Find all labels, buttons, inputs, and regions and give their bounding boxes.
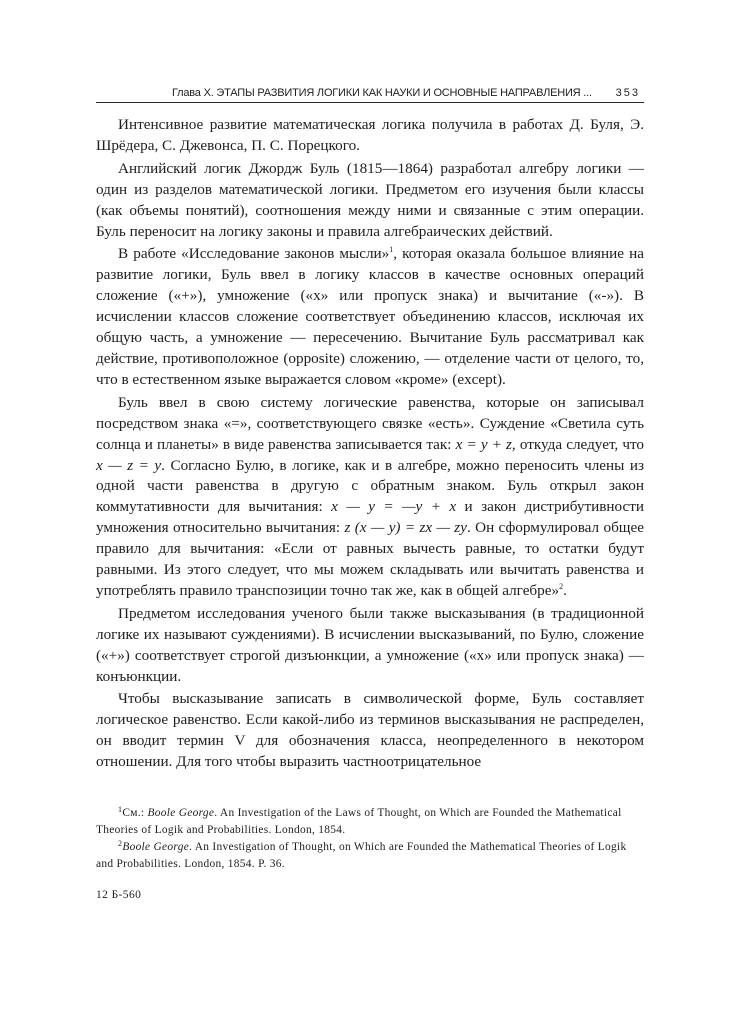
formula: x = y + z <box>455 435 512 453</box>
text-run: и закон дистрибутивности умножения относительно вычитания: <box>96 498 644 537</box>
running-header <box>96 86 644 103</box>
footnotes <box>96 805 644 873</box>
text-run: , откуда следует, что <box>511 435 645 453</box>
footnote-text: . An Investigation of the Laws of Thought, on Which are Founded the Mathematical Theories of Logik and Probabilities. London, 1854. <box>96 807 622 836</box>
paragraph <box>96 244 644 390</box>
paragraph: Интенсивное развитие математическая логика получила в работах Д. Буля, Э. Шрёдера, С. Джевонса, П. С. Порецкого. <box>96 116 644 154</box>
main-text <box>96 115 644 773</box>
printer-signature: 12 Б-560 <box>96 889 142 901</box>
text-run: , которая оказала большое влияние на развитие логики, Буль ввел в логику классов в качестве основных операций сложение («+»), умножение («x» или пропуск знака) и вычитание («-»). В исчислении классов сложение соответствует объединению классов, исключая их общую часть, а умножение — пересечению. Вычитание Буль рассматривал как действие, противоположное (opposite) сложению, — отделение части от целого, то, что в естественном языке выражается словом «кроме» (except). <box>96 245 644 388</box>
page-number: 353 <box>615 87 640 99</box>
paragraph: Чтобы высказывание записать в символической форме, Буль составляет логическое равенство. Если какой-либо из терминов высказывания не распределен, он вводит термин V для обозначения класса, неопределенного в некотором отношении. Для того чтобы выразить частноотрицательное <box>96 690 644 771</box>
formula: x — z = y <box>96 456 162 474</box>
footnote-mark: 1 <box>118 805 123 814</box>
text-run: . <box>563 581 567 599</box>
paragraph: Английский логик Джордж Буль (1815—1864) разработал алгебру логики — один из разделов математической логики. Предметом его изучения были классы (как объемы понятий), соотношения между ними и связанные с этим операции. Буль переносит на логику законы и правила алгебраических действий. <box>96 159 644 240</box>
footnote-ref: 2 <box>559 581 564 591</box>
text-run: . Согласно Булю, в логике, как и в алгебре, можно переносить члены из одной части равенства в другую с обратным знаком. Буль открыл закон коммутативности для вычитания: <box>96 456 644 516</box>
footnote-mark: 2 <box>118 839 123 848</box>
footnote-prefix: См.: <box>122 807 148 819</box>
footnote-author: Boole George <box>122 841 190 853</box>
text-run: . Он сформулировал общее правило для вычитания: «Если от равных вычесть равные, то остатки будут равными. Из этого следует, что мы можем складывать или вычитать равенства и употреблять правило транспозиции точно так же, как в общей алгебре» <box>96 519 644 599</box>
footnote-ref: 1 <box>389 245 394 255</box>
formula: z (x — y) = zx — zy <box>344 519 467 537</box>
chapter-title: Глава X. ЭТАПЫ РАЗВИТИЯ ЛОГИКИ КАК НАУКИ И ОСНОВНЫЕ НАПРАВЛЕНИЯ ... <box>172 87 592 99</box>
footnote-author: Boole George <box>147 807 215 819</box>
text-run: Буль ввел в свою систему логические равенства, которые он записывал посредством знака «=», соответствующего связке «есть». Суждение «Светила суть солнца и планеты» в виде равенства записывается так: <box>96 393 644 453</box>
footnote-text: . An Investigation of Thought, on Which are Founded the Mathematical Theories of Logik and Probabilities. London, 1854. P. 36. <box>96 841 627 870</box>
formula: x — y = —y + x <box>331 498 457 516</box>
paragraph: Предметом исследования ученого были также высказывания (в традиционной логике их называют суждениями). В исчислении высказываний, по Булю, сложение («+») соответствует строгой дизъюнкции, а умножение («x» или пропуск знака) — конъюнкции. <box>96 604 644 685</box>
footnote <box>96 839 644 873</box>
text-run: В работе «Исследование законов мысли» <box>118 245 390 263</box>
paragraph <box>96 393 644 602</box>
footnote <box>96 805 644 839</box>
